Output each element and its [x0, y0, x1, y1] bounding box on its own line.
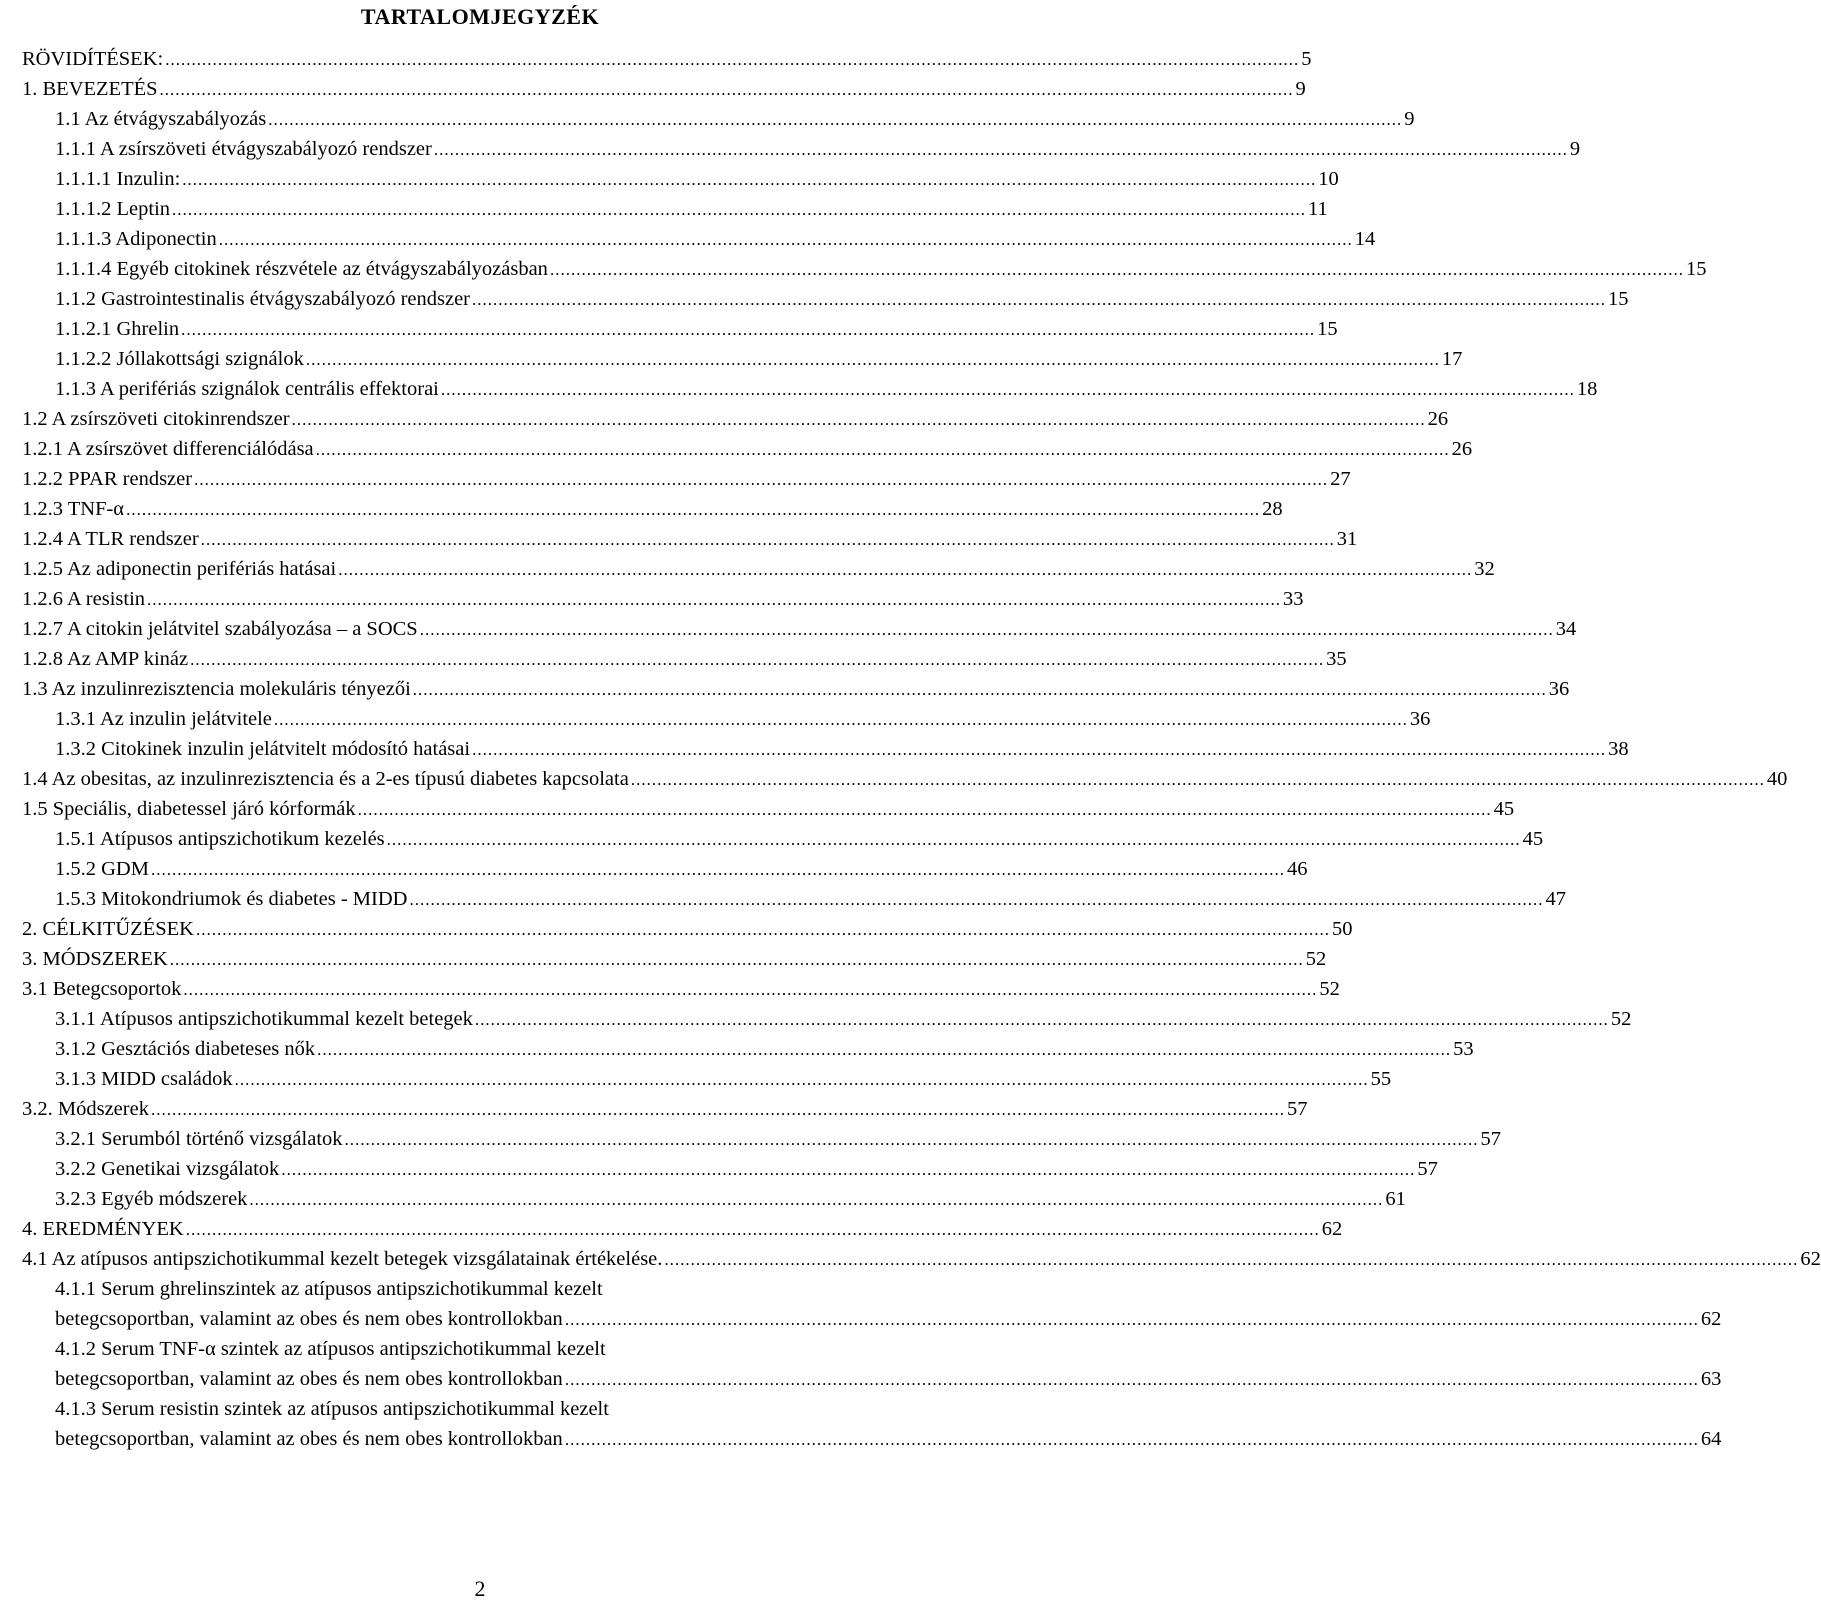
toc-entry[interactable]: [22, 436, 1473, 462]
toc-entry[interactable]: [55, 316, 1338, 342]
toc-entry-page: 15: [1685, 258, 1707, 280]
toc-entry[interactable]: [22, 76, 1306, 102]
toc-entry[interactable]: [55, 346, 1463, 372]
page-title: TARTALOMJEGYZÉK: [360, 4, 600, 29]
toc-entry[interactable]: [22, 586, 1304, 612]
toc-entry-label: 3.1.2 Gesztációs diabeteses nők: [55, 1038, 316, 1060]
toc-entry-label: 1.1.3 A perifériás szignálok centrális effektorai: [55, 378, 439, 400]
toc-leader: ........................................................................................................................................................................................................................: [150, 1100, 1285, 1119]
toc-entry-page: 34: [1555, 618, 1577, 640]
toc-entry[interactable]: [55, 886, 1566, 912]
toc-entry-page: 9: [1404, 108, 1415, 130]
toc-entry[interactable]: [55, 736, 1629, 762]
toc-entry-label: 1.1.2.2 Jóllakottsági szignálok: [55, 348, 304, 370]
toc-entry-page: 57: [1286, 1098, 1308, 1120]
toc-leader: ........................................................................................................................................................................................................................: [564, 1430, 1699, 1449]
toc-leader: ........................................................................................................................................................................................................................: [200, 530, 1335, 549]
toc-entry-label: 1.1.1.4 Egyéb citokinek részvétele az étvágyszabályozásban: [55, 258, 548, 280]
toc-entry[interactable]: [55, 166, 1339, 192]
toc-entry[interactable]: [22, 766, 1788, 792]
toc-entry-page: 52: [1305, 948, 1327, 970]
toc-leader: ........................................................................................................................................................................................................................: [194, 470, 1329, 489]
toc-entry-label: 2. CÉLKITŰZÉSEK: [22, 918, 194, 940]
toc-entry[interactable]: [22, 46, 1312, 72]
toc-entry-page: 52: [1610, 1008, 1632, 1030]
toc-entry[interactable]: [55, 1186, 1406, 1212]
toc-entry[interactable]: [55, 706, 1431, 732]
toc-entry-label: 1.1.1.1 Inzulin:: [55, 168, 181, 190]
toc-entry[interactable]: [22, 646, 1347, 672]
toc-leader: ........................................................................................................................................................................................................................: [234, 1070, 1369, 1089]
toc-entry-label: 1.2.3 TNF-α: [22, 498, 125, 520]
toc-entry[interactable]: [22, 1096, 1308, 1122]
toc-leader: ........................................................................................................................................................................................................................: [409, 890, 1544, 909]
toc-entry-page: 26: [1451, 438, 1473, 460]
toc-leader: ........................................................................................................................................................................................................................: [291, 410, 1426, 429]
toc-leader: ........................................................................................................................................................................................................................: [165, 50, 1300, 69]
toc-leader: ........................................................................................................................................................................................................................: [357, 800, 1492, 819]
toc-entry-label: 1.1 Az étvágyszabályozás: [55, 108, 267, 130]
toc-leader: ........................................................................................................................................................................................................................: [433, 140, 1568, 159]
toc-entry-label: 1.1.1 A zsírszöveti étvágyszabályozó rendszer: [55, 138, 432, 160]
toc-entry-label: 1.3.1 Az inzulin jelátvitele: [55, 708, 272, 730]
toc-leader: ........................................................................................................................................................................................................................: [218, 230, 1353, 249]
toc-leader: ........................................................................................................................................................................................................................: [664, 1250, 1799, 1269]
toc-leader: ........................................................................................................................................................................................................................: [630, 770, 1765, 789]
page-number: 2: [474, 1576, 486, 1601]
toc-entry[interactable]: [22, 1216, 1343, 1242]
toc-leader: ........................................................................................................................................................................................................................: [268, 110, 1403, 129]
toc-leader: ........................................................................................................................................................................................................................: [169, 950, 1304, 969]
toc-entry-page: 15: [1608, 288, 1629, 310]
toc-entry-label: 1.5 Speciális, diabetessel járó kórformák: [22, 798, 356, 820]
toc-entry[interactable]: [22, 616, 1577, 642]
toc-entry[interactable]: [55, 1396, 929, 1422]
toc-entry[interactable]: [22, 946, 1327, 972]
toc-leader: ........................................................................................................................................................................................................................: [338, 560, 1473, 579]
toc-entry[interactable]: [55, 1006, 1632, 1032]
toc-entry-page: 10: [1318, 168, 1339, 190]
toc-entry-label: 1. BEVEZETÉS: [22, 78, 158, 100]
toc-leader: ........................................................................................................................................................................................................................: [472, 740, 1607, 759]
toc-leader: ........................................................................................................................................................................................................................: [412, 680, 1547, 699]
toc-leader: ........................................................................................................................................................................................................................: [195, 920, 1330, 939]
toc-entry-label: 3.1.1 Atípusos antipszichotikummal kezelt betegek: [55, 1008, 473, 1030]
toc-entry-page: 62: [1800, 1248, 1821, 1270]
toc-leader: ........................................................................................................................................................................................................................: [181, 320, 1316, 339]
toc-leader: ........................................................................................................................................................................................................................: [344, 1130, 1479, 1149]
toc-entry-label: 1.1.1.3 Adiponectin: [55, 228, 217, 250]
toc-leader: ........................................................................................................................................................................................................................: [564, 1370, 1699, 1389]
toc-entry-label: 1.1.2 Gastrointestinalis étvágyszabályozó rendszer: [55, 288, 470, 310]
toc-entry[interactable]: [55, 1426, 1722, 1452]
toc-entry-label: 1.1.1.2 Leptin: [55, 198, 171, 220]
toc-entry-label: 1.3.2 Citokinek inzulin jelátvitelt módosító hatásai: [55, 738, 471, 760]
toc-entry-page: 33: [1283, 588, 1304, 610]
toc-leader: ........................................................................................................................................................................................................................: [172, 200, 1307, 219]
toc-entry-label: 1.5.2 GDM: [55, 858, 149, 880]
toc-entry-label: 1.2.7 A citokin jelátvitel szabályozása – a SOCS: [22, 618, 418, 640]
toc-entry-page: 63: [1700, 1368, 1722, 1390]
toc-entry[interactable]: [22, 526, 1358, 552]
toc-entry-page: 36: [1409, 708, 1431, 730]
toc-entry[interactable]: [22, 916, 1353, 942]
toc-entry[interactable]: [22, 1246, 1821, 1272]
toc-entry-page: 50: [1331, 918, 1353, 940]
toc-entry-page: 27: [1330, 468, 1351, 490]
toc-leader: ........................................................................................................................................................................................................................: [190, 650, 1325, 669]
toc-entry-label: 1.2.2 PPAR rendszer: [22, 468, 193, 490]
toc-entry-page: 64: [1700, 1428, 1722, 1450]
toc-entry[interactable]: [55, 1336, 929, 1362]
toc-entry-page: 62: [1700, 1308, 1722, 1330]
toc-entry[interactable]: [55, 1276, 929, 1302]
toc-entry[interactable]: [22, 466, 1351, 492]
toc-entry[interactable]: [55, 1036, 1474, 1062]
toc-entry[interactable]: [22, 496, 1283, 522]
toc-entry[interactable]: [55, 1126, 1502, 1152]
toc-entry-page: 61: [1385, 1188, 1406, 1210]
toc-entry[interactable]: [22, 796, 1515, 822]
toc-entry-label: 1.2.5 Az adiponectin perifériás hatásai: [22, 558, 337, 580]
toc-entry-page: 31: [1336, 528, 1358, 550]
toc-leader: ........................................................................................................................................................................................................................: [281, 1160, 1416, 1179]
toc-entry-label: betegcsoportban, valamint az obes és nem obes kontrollokban: [55, 1428, 563, 1450]
toc-leader: ........................................................................................................................................................................................................................: [185, 1220, 1320, 1239]
toc-entry-label: RÖVIDÍTÉSEK:: [22, 48, 164, 70]
toc-entry-label: 3.2. Módszerek: [22, 1098, 149, 1120]
toc-entry[interactable]: [55, 196, 1328, 222]
toc-entry[interactable]: [55, 256, 1707, 282]
toc-entry-page: 52: [1319, 978, 1340, 1000]
toc-leader: ........................................................................................................................................................................................................................: [317, 1040, 1452, 1059]
toc-entry[interactable]: [55, 1366, 1722, 1392]
toc-entry-page: 36: [1548, 678, 1570, 700]
toc-entry-page: 18: [1576, 378, 1598, 400]
toc-entry-page: 55: [1370, 1068, 1392, 1090]
toc-entry-page: 57: [1417, 1158, 1438, 1180]
toc-entry-page: 35: [1326, 648, 1347, 670]
toc-leader: ........................................................................................................................................................................................................................: [150, 860, 1285, 879]
toc-entry-page: 45: [1522, 828, 1544, 850]
toc-leader: ........................................................................................................................................................................................................................: [305, 350, 1440, 369]
toc-leader: ........................................................................................................................................................................................................................: [549, 260, 1684, 279]
toc-entry[interactable]: [55, 226, 1376, 252]
toc-entry[interactable]: [55, 136, 1581, 162]
toc-entry-page: 57: [1480, 1128, 1502, 1150]
toc-entry-label: 3.2.3 Egyéb módszerek: [55, 1188, 248, 1210]
toc-entry-page: 62: [1321, 1218, 1343, 1240]
toc-leader: ........................................................................................................................................................................................................................: [182, 170, 1317, 189]
toc-entry[interactable]: [55, 286, 1629, 312]
toc-entry-page: 28: [1262, 498, 1283, 520]
toc-entry-label: 4.1.2 Serum TNF-α szintek az atípusos antipszichotikummal kezelt: [55, 1338, 606, 1360]
toc-leader: ........................................................................................................................................................................................................................: [440, 380, 1575, 399]
toc-entry-page: 53: [1453, 1038, 1474, 1060]
toc-leader: ........................................................................................................................................................................................................................: [564, 1310, 1699, 1329]
toc-leader: ........................................................................................................................................................................................................................: [315, 440, 1450, 459]
toc-leader: ........................................................................................................................................................................................................................: [183, 980, 1318, 999]
toc-entry-page: 17: [1441, 348, 1463, 370]
toc-entry-label: 1.5.3 Mitokondriumok és diabetes - MIDD: [55, 888, 408, 910]
toc-entry-page: 32: [1474, 558, 1495, 580]
toc-entry[interactable]: [55, 1066, 1392, 1092]
toc-entry[interactable]: [22, 556, 1495, 582]
toc-entry-label: 4. EREDMÉNYEK: [22, 1218, 184, 1240]
toc-entry-page: 45: [1493, 798, 1515, 820]
toc-entry-label: 1.3 Az inzulinrezisztencia molekuláris tényezői: [22, 678, 411, 700]
toc-entry-label: 1.2.8 Az AMP kináz: [22, 648, 189, 670]
toc-entry[interactable]: [55, 106, 1415, 132]
toc-entry-label: 1.4 Az obesitas, az inzulinrezisztencia és a 2-es típusú diabetes kapcsolata: [22, 768, 629, 790]
toc-entry-label: 1.2 A zsírszöveti citokinrendszer: [22, 408, 290, 430]
toc-entry-label: 4.1 Az atípusos antipszichotikummal kezelt betegek vizsgálatainak értékelése.: [22, 1248, 663, 1270]
toc-entry-label: 3.2.2 Genetikai vizsgálatok: [55, 1158, 280, 1180]
toc-entry[interactable]: [55, 376, 1598, 402]
toc-leader: ........................................................................................................................................................................................................................: [386, 830, 1521, 849]
toc-entry-page: 15: [1317, 318, 1338, 340]
toc-entry-page: 5: [1301, 48, 1312, 70]
toc-entry-page: 9: [1295, 78, 1306, 100]
toc-entry-label: 1.5.1 Atípusos antipszichotikum kezelés: [55, 828, 385, 850]
toc-entry-label: 3.1 Betegcsoportok: [22, 978, 182, 1000]
toc-leader: ........................................................................................................................................................................................................................: [159, 80, 1294, 99]
toc-entry-label: 3.1.3 MIDD családok: [55, 1068, 233, 1090]
toc-entry-page: 9: [1569, 138, 1581, 160]
toc-entry-label: 1.2.1 A zsírszövet differenciálódása: [22, 438, 314, 460]
toc-entry-label: 3. MÓDSZEREK: [22, 948, 168, 970]
toc-entry-page: 11: [1308, 198, 1328, 220]
toc-entry-label: 3.2.1 Serumból történő vizsgálatok: [55, 1128, 343, 1150]
toc-leader: ........................................................................................................................................................................................................................: [474, 1010, 1609, 1029]
toc-leader: ........................................................................................................................................................................................................................: [419, 620, 1554, 639]
toc-entry[interactable]: [55, 1156, 1438, 1182]
toc-leader: ........................................................................................................................................................................................................................: [126, 500, 1261, 519]
toc-entry[interactable]: [55, 1306, 1722, 1332]
toc-entry[interactable]: [55, 856, 1308, 882]
toc-entry-label: 1.2.4 A TLR rendszer: [22, 528, 199, 550]
toc-entry-page: 14: [1354, 228, 1376, 250]
toc-entry[interactable]: [22, 676, 1570, 702]
toc-leader: ........................................................................................................................................................................................................................: [273, 710, 1408, 729]
toc-entry-page: 46: [1286, 858, 1308, 880]
toc-entry-page: 40: [1766, 768, 1788, 790]
toc-leader: ........................................................................................................................................................................................................................: [472, 290, 1606, 309]
toc-entry-label: betegcsoportban, valamint az obes és nem obes kontrollokban: [55, 1308, 563, 1330]
toc-entry[interactable]: [22, 976, 1340, 1002]
toc-entry-label: 4.1.3 Serum resistin szintek az atípusos antipszichotikummal kezelt: [55, 1398, 609, 1420]
toc-entry-page: 47: [1545, 888, 1566, 910]
toc-entry[interactable]: [55, 826, 1544, 852]
toc-entry-label: 1.2.6 A resistin: [22, 588, 146, 610]
toc-leader: ........................................................................................................................................................................................................................: [147, 590, 1282, 609]
toc-entry-label: 4.1.1 Serum ghrelinszintek az atípusos antipszichotikummal kezelt: [55, 1278, 603, 1300]
toc-entry-page: 38: [1608, 738, 1629, 760]
toc-entry[interactable]: [22, 406, 1449, 432]
toc-entry-label: 1.1.2.1 Ghrelin: [55, 318, 180, 340]
toc-leader: ........................................................................................................................................................................................................................: [249, 1190, 1384, 1209]
toc-entry-label: betegcsoportban, valamint az obes és nem obes kontrollokban: [55, 1368, 563, 1390]
toc-entry-page: 26: [1427, 408, 1449, 430]
